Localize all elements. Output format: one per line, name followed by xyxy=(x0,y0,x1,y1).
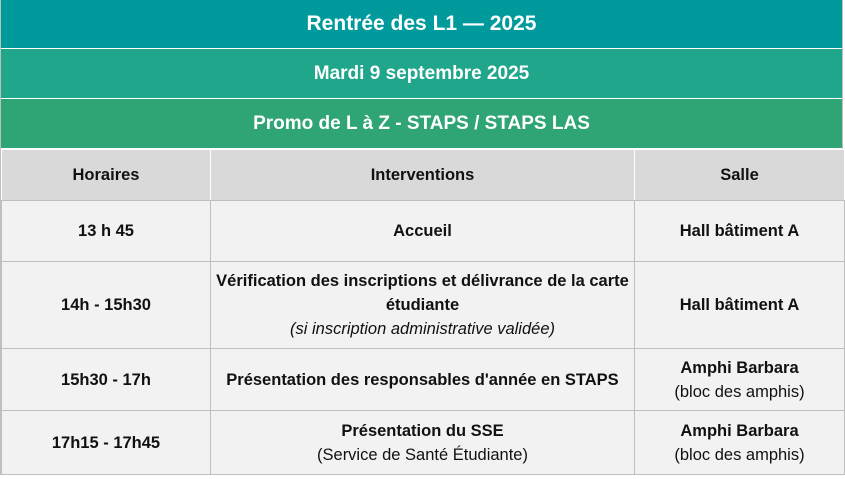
row-room xyxy=(635,349,845,411)
table-row xyxy=(2,411,845,475)
table-header-row xyxy=(2,150,845,201)
row-intervention xyxy=(211,349,635,411)
table-row xyxy=(2,349,845,411)
room-name: Amphi Barbara xyxy=(680,358,799,377)
row-time: 15h30 - 17h xyxy=(2,349,211,411)
intervention-title: Accueil xyxy=(393,222,452,240)
room-name: Hall bâtiment A xyxy=(679,296,800,314)
row-room xyxy=(635,262,845,349)
column-header-time: Horaires xyxy=(2,150,211,201)
intervention-note: (si inscription administrative validée) xyxy=(289,320,555,338)
intervention-title: Présentation des responsables d'année en STAPS xyxy=(226,370,619,389)
promo-label: Promo de L à Z - STAPS / STAPS LAS xyxy=(1,99,842,149)
room-note: (bloc des amphis) xyxy=(674,445,805,464)
table-row xyxy=(2,262,845,349)
intervention-note: (Service de Santé Étudiante) xyxy=(317,445,528,464)
row-intervention xyxy=(211,411,635,475)
intervention-title: Vérification des inscriptions et délivrance de la carte étudiante xyxy=(216,272,629,314)
row-time: 14h - 15h30 xyxy=(2,262,211,349)
event-date: Mardi 9 septembre 2025 xyxy=(1,49,842,99)
row-intervention xyxy=(211,262,635,349)
schedule-table xyxy=(1,149,845,475)
row-time: 17h15 - 17h45 xyxy=(2,411,211,475)
room-name: Amphi Barbara xyxy=(680,421,799,440)
table-row xyxy=(2,201,845,262)
room-name: Hall bâtiment A xyxy=(679,222,800,240)
row-intervention xyxy=(211,201,635,262)
row-room xyxy=(635,411,845,475)
column-header-room: Salle xyxy=(635,150,845,201)
row-room xyxy=(635,201,845,262)
row-time: 13 h 45 xyxy=(2,201,211,262)
intervention-title: Présentation du SSE xyxy=(341,421,504,440)
room-note: (bloc des amphis) xyxy=(674,382,805,401)
column-header-intervention: Interventions xyxy=(211,150,635,201)
page-title: Rentrée des L1 — 2025 xyxy=(1,0,842,49)
